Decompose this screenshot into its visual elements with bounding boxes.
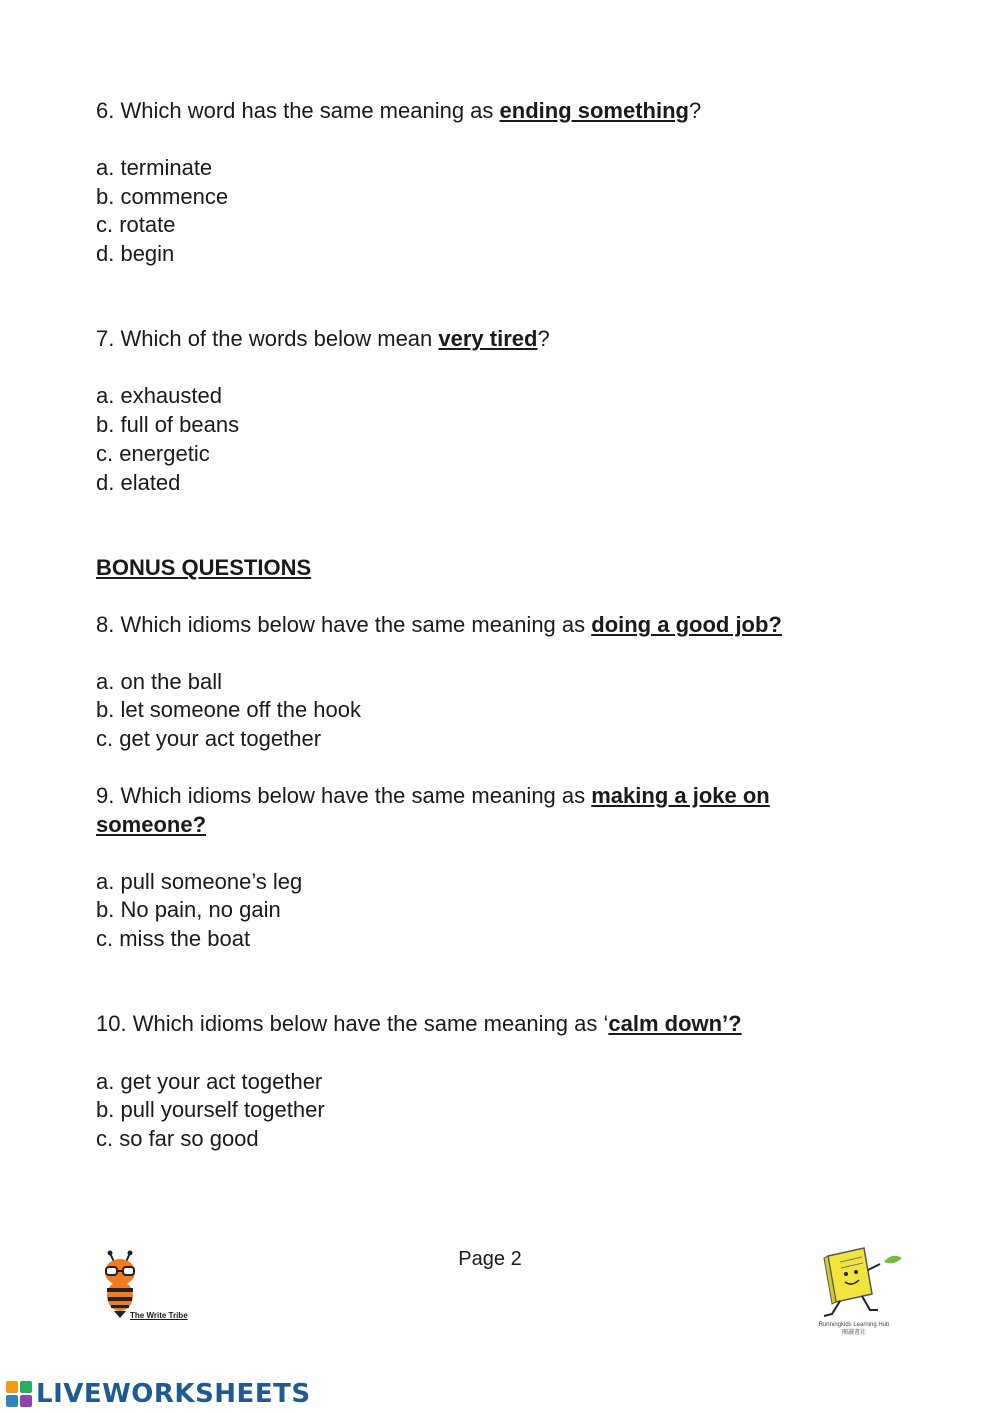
question-7-option-c: c. energetic [96,441,210,466]
question-6-option-d: d. begin [96,241,175,266]
question-6-option-b: b. commence [96,184,229,209]
question-8-prompt [96,611,782,639]
question-7-option-d: d. elated [96,470,181,495]
question-7-keyword: very tired [438,326,538,351]
question-6-end: ? [688,98,702,123]
question-7-option-b: b. full of beans [96,412,240,437]
question-8-text: 8. Which idioms below have the same meaning as [96,612,592,637]
question-10-option-b: b. pull yourself together [96,1097,325,1122]
question-7-end: ? [537,326,550,351]
question-6-keyword: ending something [499,98,689,123]
question-7-prompt [96,325,550,353]
question-9-option-a: a. pull someone’s leg [96,869,303,894]
bonus-heading: BONUS QUESTIONS [96,555,312,580]
question-10-option-c: c. so far so good [96,1126,259,1151]
book-logo-caption [804,1321,904,1337]
question-9-option-c: c. miss the boat [96,926,251,951]
liveworksheets-brand[interactable] [6,1378,311,1410]
question-10-prompt [96,1010,742,1038]
question-9-keyword: making a joke on [591,783,770,808]
question-9-prompt [96,782,770,810]
question-10-option-a: a. get your act together [96,1069,323,1094]
question-10-keyword: calm down’? [608,1011,742,1036]
book-logo-caption-en: Runningkids Learning Hub [818,1322,890,1328]
question-7-option-a: a. exhausted [96,383,222,408]
liveworksheets-logo-icon [6,1381,32,1407]
page-number: Page 2 [458,1248,522,1270]
question-6-option-c: c. rotate [96,212,176,237]
question-6-text: 6. Which word has the same meaning as [96,98,500,123]
question-10-text: 10. Which idioms below have the same meaning as ‘ [96,1011,609,1036]
question-9-text: 9. Which idioms below have the same meaning as [96,783,592,808]
running-book-icon [806,1244,916,1324]
question-9-option-b: b. No pain, no gain [96,897,281,922]
question-9-prompt-line2 [96,811,206,839]
bee-logo-caption: The Write Tribe [130,1311,188,1320]
question-7-text: 7. Which of the words below mean [96,326,439,351]
question-6-prompt [96,97,701,125]
question-8-option-a: a. on the ball [96,669,222,694]
book-logo-caption-cn: 閱讀書社 [841,1330,866,1336]
question-6-option-a: a. terminate [96,155,213,180]
question-8-keyword: doing a good job? [591,612,782,637]
question-8-option-c: c. get your act together [96,726,322,751]
question-9-keyword-line2: someone? [96,812,207,837]
question-8-option-b: b. let someone off the hook [96,697,361,722]
liveworksheets-wordmark: LIVEWORKSHEETS [36,1379,311,1409]
